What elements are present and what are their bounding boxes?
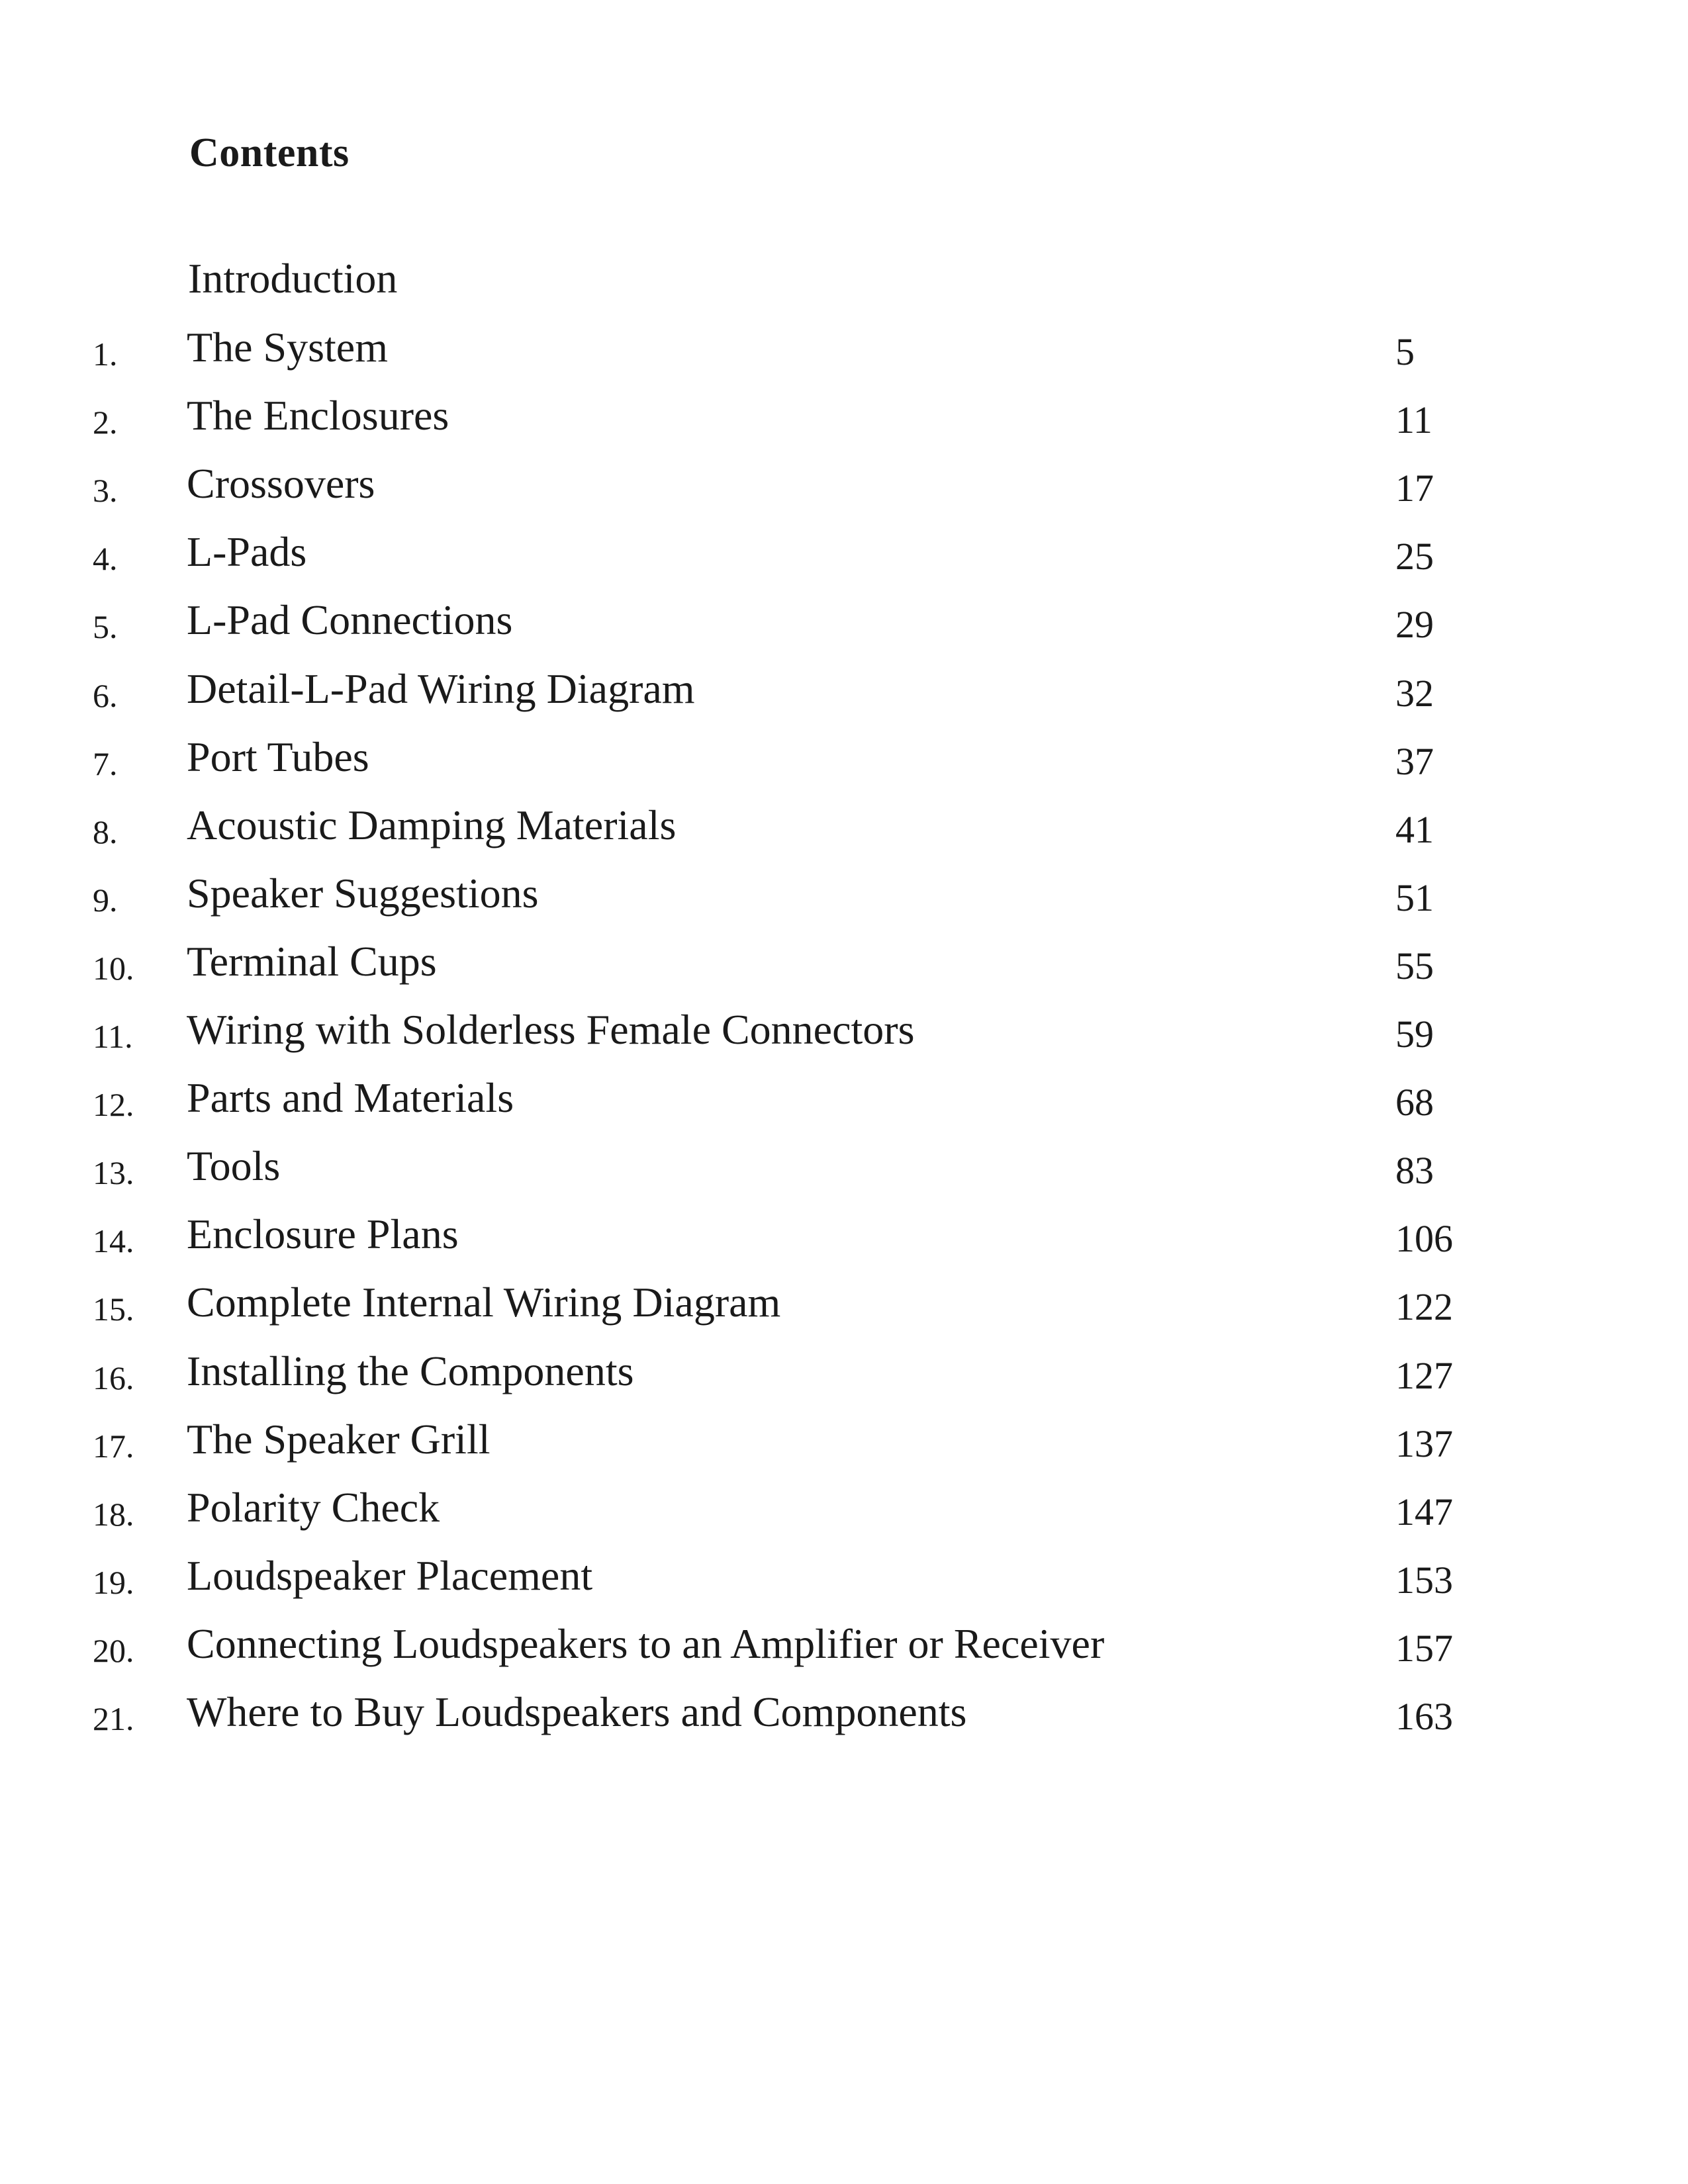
toc-entry (0, 527, 1688, 587)
toc-entry-number: 17. (93, 1428, 134, 1465)
toc-entry (0, 1278, 1688, 1338)
toc-entry-page: 163 (1395, 1695, 1453, 1738)
toc-entry (0, 596, 1688, 655)
toc-entry (0, 459, 1688, 519)
toc-entry-number: 21. (93, 1700, 134, 1737)
toc-entry-page: 41 (1395, 808, 1434, 851)
toc-entry-page: 29 (1395, 603, 1434, 646)
toc-entry (0, 1073, 1688, 1133)
toc-entry-title: Detail-L-Pad Wiring Diagram (187, 665, 695, 712)
toc-entry-number: 19. (93, 1564, 134, 1601)
toc-entry-title: Polarity Check (187, 1484, 440, 1531)
toc-entry-page: 127 (1395, 1354, 1453, 1397)
toc-entry (0, 1688, 1688, 1747)
toc-entry-title: L-Pad Connections (187, 596, 513, 643)
toc-entry-page: 55 (1395, 944, 1434, 987)
toc-entry (0, 1619, 1688, 1679)
toc-entry-number: 2. (93, 404, 118, 441)
toc-entry-title: Complete Internal Wiring Diagram (187, 1279, 781, 1326)
toc-entry-title: Where to Buy Loudspeakers and Components (187, 1688, 967, 1735)
toc-entry (0, 869, 1688, 929)
toc-entry (0, 1142, 1688, 1201)
toc-entry-title: The Enclosures (187, 392, 449, 439)
toc-entry (0, 1483, 1688, 1543)
toc-entry (0, 1005, 1688, 1065)
toc-entry-title: Parts and Materials (187, 1074, 514, 1121)
toc-entry (0, 801, 1688, 860)
toc-entry-title: Loudspeaker Placement (187, 1552, 593, 1599)
toc-entry-page: 147 (1395, 1490, 1453, 1533)
toc-entry-title: Installing the Components (187, 1347, 634, 1394)
toc-entry-title: Tools (187, 1142, 281, 1189)
toc-entry-title: Wiring with Solderless Female Connectors (187, 1006, 915, 1053)
toc-entry-number: 7. (93, 745, 118, 782)
toc-entry-page: 37 (1395, 740, 1434, 783)
toc-entry-number: 10. (93, 950, 134, 987)
toc-entry-page: 137 (1395, 1422, 1453, 1465)
toc-entry-number: 11. (93, 1018, 133, 1055)
toc-entry-page: 5 (1395, 330, 1415, 373)
toc-entry-page: 68 (1395, 1081, 1434, 1124)
toc-entry-number: 4. (93, 540, 118, 577)
toc-entry (0, 664, 1688, 724)
toc-entry (0, 323, 1688, 383)
toc-entry-number: 20. (93, 1632, 134, 1669)
toc-entry-title: Enclosure Plans (187, 1210, 459, 1257)
toc-entry-number: 15. (93, 1291, 134, 1328)
toc-entry-number: 6. (93, 677, 118, 714)
toc-entry-number: 9. (93, 882, 118, 919)
toc-entry-number: 8. (93, 813, 118, 850)
toc-entry (0, 1415, 1688, 1475)
toc-entry-title: L-Pads (187, 528, 307, 575)
toc-entry-page: 153 (1395, 1559, 1453, 1602)
toc-entry-number: 14. (93, 1222, 134, 1259)
toc-entry-page: 157 (1395, 1627, 1453, 1670)
toc-entry-number: 3. (93, 472, 118, 509)
toc-entry-title: Acoustic Damping Materials (187, 801, 677, 848)
toc-entry-page: 11 (1395, 398, 1432, 441)
toc-entry-page: 25 (1395, 535, 1434, 578)
toc-entry-title: Connecting Loudspeakers to an Amplifier or Receiver (187, 1620, 1105, 1667)
toc-entry-page: 17 (1395, 467, 1434, 510)
toc-entry-page: 83 (1395, 1149, 1434, 1192)
toc-entry-title: Terminal Cups (187, 938, 437, 985)
toc-entry (0, 391, 1688, 451)
toc-entry-title: The Speaker Grill (187, 1416, 491, 1463)
toc-entry-title: Crossovers (187, 460, 375, 507)
toc-entry-number: 18. (93, 1496, 134, 1533)
toc-entry-page: 106 (1395, 1217, 1453, 1260)
toc-entry-title: Port Tubes (187, 733, 369, 780)
toc-entry (0, 1210, 1688, 1269)
toc-entry-title: The System (187, 324, 388, 371)
toc-entry-page: 32 (1395, 672, 1434, 715)
toc-entry (0, 1347, 1688, 1406)
toc-entry-page: 51 (1395, 876, 1434, 919)
toc-entry-title: Speaker Suggestions (187, 870, 539, 917)
toc-entry (0, 937, 1688, 997)
toc-entry-page: 59 (1395, 1013, 1434, 1056)
toc-entry-number: 13. (93, 1154, 134, 1191)
toc-introduction: Introduction (188, 255, 398, 302)
toc-entry (0, 733, 1688, 792)
toc-entry-number: 5. (93, 608, 118, 645)
toc-entry-number: 16. (93, 1359, 134, 1396)
page-title: Contents (189, 130, 350, 175)
toc-entry-page: 122 (1395, 1285, 1453, 1328)
toc-entry-number: 1. (93, 336, 118, 373)
toc-entry (0, 1551, 1688, 1611)
toc-entry-number: 12. (93, 1086, 134, 1123)
